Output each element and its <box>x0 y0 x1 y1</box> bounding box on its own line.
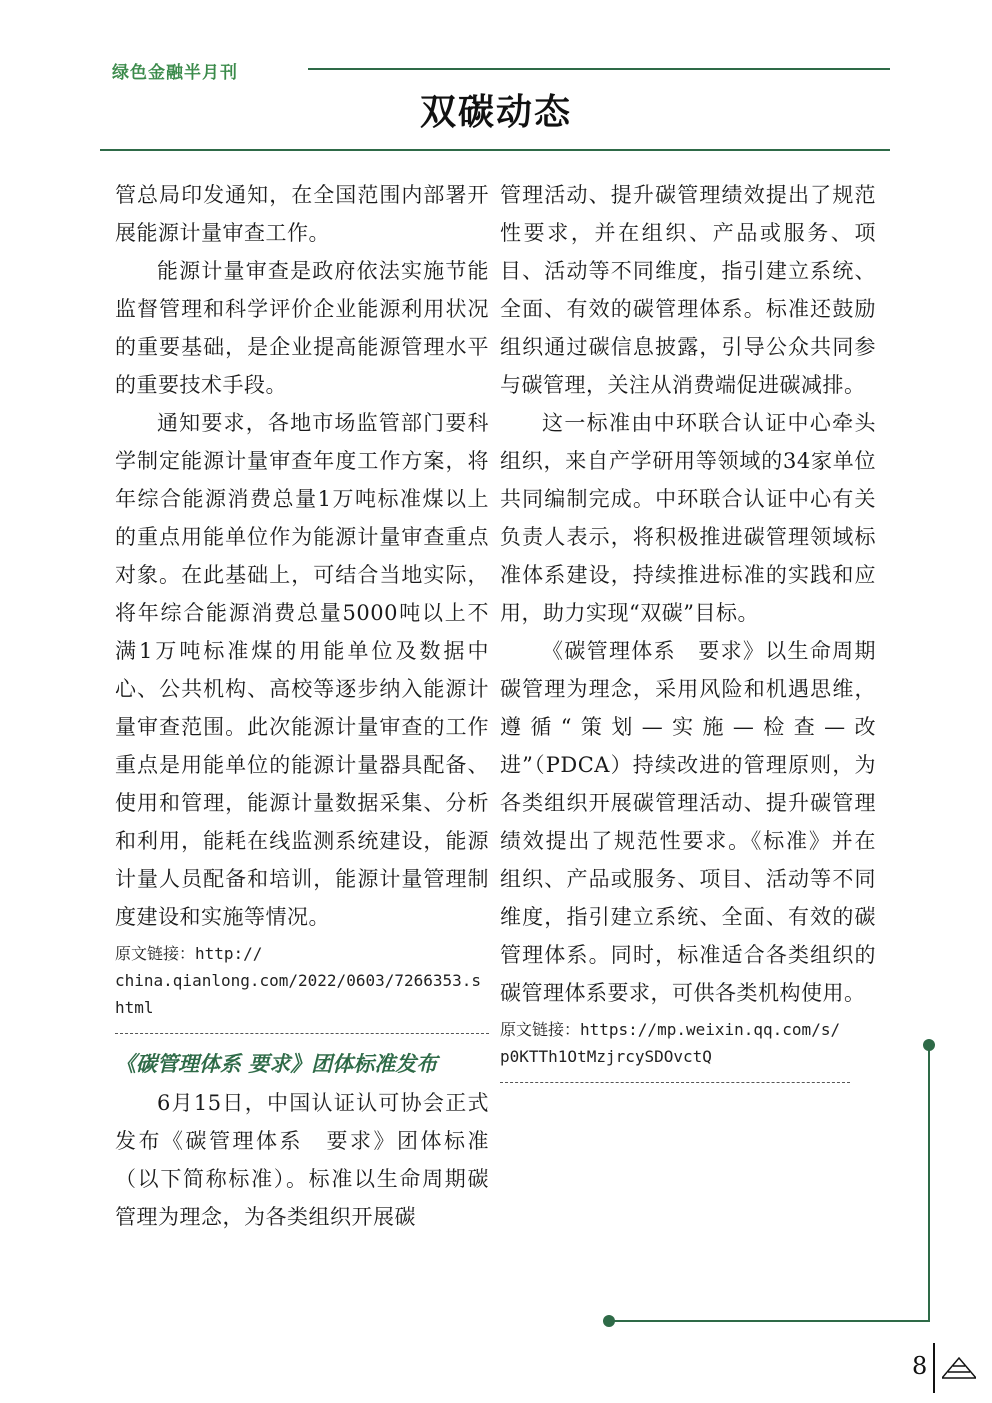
paragraph: 这一标准由中环联合认证中心牵头组织，来自产学研用等领域的34家单位共同编制完成。中环联合认证中心有关负责人表示，将积极推进碳管理领域标准体系建设，持续推进标准的实践和应用，助力实现“双碳”目标。 <box>500 411 876 625</box>
paragraph: 管总局印发通知，在全国范围内部署开展能源计量审查工作。 <box>115 183 489 245</box>
source-url: p0KTTh1OtMzjrcySDOvctQ <box>500 1047 712 1066</box>
paragraph: 《碳管理体系 要求》以生命周期碳管理为理念，采用风险和机遇思维，遵循“策划—实施—检查—改进”（PDCA）持续改进的管理原则，为各类组织开展碳管理活动、提升碳管理绩效提出了规范性要求。《标准》并在组织、产品或服务、项目、活动等不同维度，指引建立系统、全面、有效的碳管理体系。同时，标准适合各类组织的碳管理体系要求，可供各类机构使用。 <box>500 639 876 1005</box>
source-label: 原文链接：http:// <box>115 944 263 963</box>
brand-name: 绿色金融半月刊 <box>112 63 238 83</box>
source-label: 原文链接：https://mp.weixin.qq.com/s/ <box>500 1020 841 1039</box>
paragraph: 6月15日，中国认证认可协会正式发布《碳管理体系 要求》团体标准（以下简称标准）。标准以生命周期碳管理为理念，为各类组织开展碳 <box>115 1091 489 1229</box>
frame-dot <box>923 1039 935 1051</box>
header-rule <box>100 149 890 151</box>
article-title: 《碳管理体系 要求》团体标准发布 <box>115 1052 438 1076</box>
paragraph: 通知要求，各地市场监管部门要科学制定能源计量审查年度工作方案，将年综合能源消费总量1万吨标准煤以上的重点用能单位作为能源计量审查重点对象。在此基础上，可结合当地实际，将年综合能源消费总量5000吨以上不满1万吨标准煤的用能单位及数据中心、公共机构、高校等逐步纳入能源计量审查范围。此次能源计量审查的工作重点是用能单位的能源计量器具配备、使用和管理，能源计量数据采集、分析和利用，能耗在线监测系统建设，能源计量人员配备和培训，能源计量管理制度建设和实施等情况。 <box>115 411 489 929</box>
right-column <box>500 176 876 1083</box>
frame-horizontal-line <box>610 1320 930 1322</box>
page-number-bar <box>933 1343 935 1393</box>
left-column <box>115 176 489 1236</box>
frame-vertical-line <box>928 1046 930 1322</box>
source-url: china.qianlong.com/2022/0603/7266353.shtml <box>115 971 482 1017</box>
paragraph: 管理活动、提升碳管理绩效提出了规范性要求，并在组织、产品或服务、项目、活动等不同维度，指引建立系统、全面、有效的碳管理体系。标准还鼓励组织通过碳信息披露，引导公众共同参与碳管理，关注从消费端促进碳减排。 <box>500 183 876 397</box>
dashed-divider <box>115 1033 489 1034</box>
source-link[interactable] <box>115 940 489 1021</box>
section-title: 双碳动态 <box>419 92 572 133</box>
frame-dot <box>603 1315 615 1327</box>
source-link[interactable] <box>500 1016 876 1070</box>
dashed-divider <box>500 1082 850 1083</box>
paragraph: 能源计量审查是政府依法实施节能监督管理和科学评价企业能源利用状况的重要基础，是企业提高能源管理水平的重要技术手段。 <box>115 259 489 397</box>
stairs-icon <box>942 1356 976 1380</box>
page-number: 8 <box>912 1352 928 1380</box>
top-rule <box>308 68 890 70</box>
